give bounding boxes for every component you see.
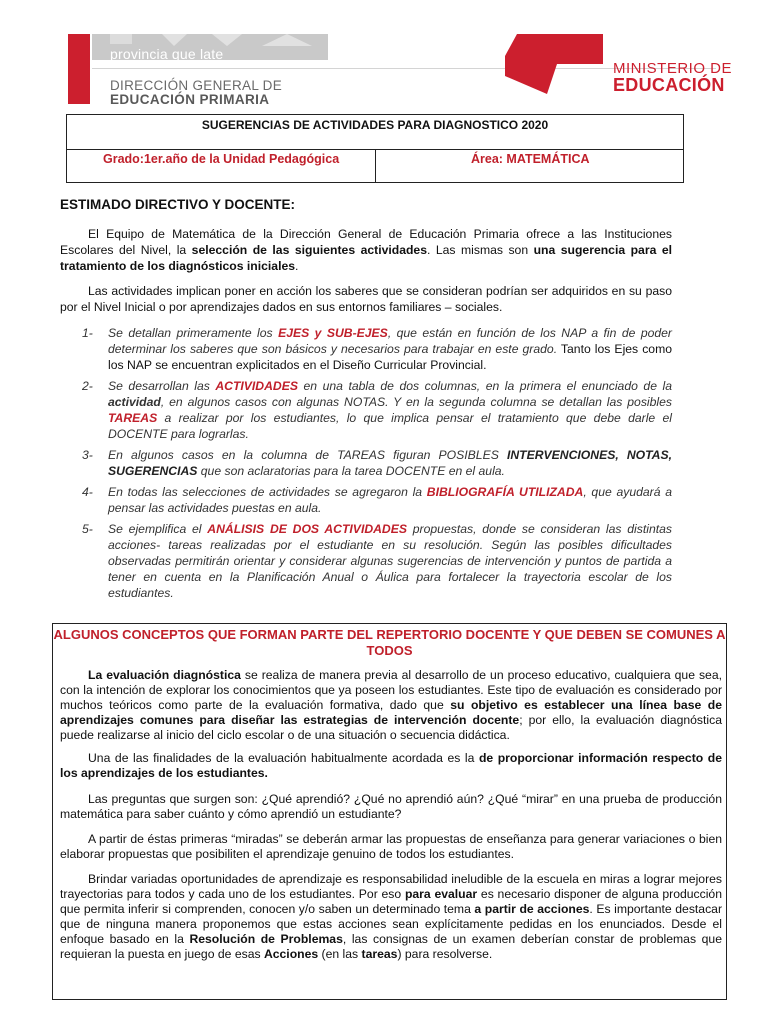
greeting-heading: ESTIMADO DIRECTIVO Y DOCENTE: — [60, 197, 296, 212]
concepts-text: Brindar variadas oportunidades de aprendizaje es responsabilidad ineludible de la escuela en miras a lograr mejores trayectorias para todos y cada uno de los estudiantes. Por eso — [60, 872, 722, 901]
step-number: 5- — [82, 522, 93, 536]
page-header — [0, 0, 768, 110]
step-number: 2- — [82, 379, 93, 393]
concepts-text: . Es importante destacar que de ninguna manera proponemos que estas acciones sean explícitamente pedidas en los enunciados. Desde el enfoque basado en la — [60, 902, 723, 946]
step-highlight: ANÁLISIS DE DOS ACTIVIDADES — [207, 522, 407, 536]
concepts-bold: La evaluación diagnóstica — [88, 668, 241, 682]
concepts-text: ; por ello, la evaluación diagnóstica puede realizarse al inicio del ciclo escolar o de una situación o secuencia didáctica. — [60, 713, 722, 742]
step-number: 1- — [82, 326, 93, 340]
intro-paragraph-1 — [60, 226, 672, 274]
intro-text: El Equipo de Matemática de la Dirección General de Educación Primaria ofrece a las Instituciones Escolares del Nivel, la — [60, 227, 672, 257]
step-text: a realizar por los estudiantes, lo que implica pensar el tratamiento que debe darle el DOCENTE para lograrlas. — [108, 411, 672, 441]
red-logo-bar — [68, 34, 90, 104]
step-item — [60, 378, 672, 442]
intro-paragraph-2 — [60, 283, 672, 315]
concepts-paragraph-2 — [60, 751, 722, 781]
concepts-paragraph-5 — [60, 872, 722, 962]
step-number: 3- — [82, 448, 93, 462]
concepts-text: , las consignas de un examen deberían constar de problemas que requieran la puesta en juego de esas — [60, 932, 722, 961]
concepts-bold: Resolución de Problemas — [189, 932, 343, 946]
direccion-title-line2: EDUCACIÓN PRIMARIA — [110, 92, 270, 107]
intro-bold: una sugerencia para el tratamiento de los diagnósticos iniciales — [60, 243, 672, 273]
area-cell: Área: MATEMÁTICA — [471, 152, 590, 166]
step-text: Se detallan primeramente los — [108, 326, 279, 340]
info-table-column-divider — [375, 149, 376, 183]
steps-list — [60, 325, 672, 601]
step-text: propuestas, donde se consideran las distintas acciones- tareas realizadas por el estudiante en su resolución. Según las posibles dificultades observadas permitirán orientar y considerar algunas sugerencias de intervención y puntos de partida a tener en cuenta en la Planificación Anual o Áulica para fortalecer la trayectoria escolar de los estudiantes. — [108, 522, 672, 600]
step-text: en una tabla de dos columnas, en la primera el enunciado de la — [297, 379, 672, 393]
concepts-bold: Acciones — [263, 947, 319, 961]
step-text: Se ejemplifica el — [108, 522, 208, 536]
info-table — [66, 114, 684, 183]
concepts-bold: tareas — [361, 947, 398, 961]
ministerio-title-line2: EDUCACIÓN — [613, 75, 725, 95]
intro-text: . — [295, 259, 299, 273]
step-text: En algunos casos en la columna de TAREAS figuran POSIBLES — [108, 448, 507, 462]
step-text: En todas las selecciones de actividades se agregaron la — [108, 485, 427, 499]
step-item — [60, 521, 672, 601]
concepts-text: Una de las finalidades de la evaluación habitualmente acordada es la — [88, 751, 479, 765]
concepts-bold: de proporcionar información respecto de los aprendizajes de los estudiantes. — [60, 751, 722, 780]
concepts-bold: su objetivo es establecer una línea base de aprendizajes comunes para diseñar las estrategias de intervención docente — [60, 698, 722, 727]
step-bold: INTERVENCIONES, NOTAS, SUGERENCIAS — [108, 448, 673, 478]
step-bold: actividad — [108, 395, 161, 409]
info-table-title: SUGERENCIAS DE ACTIVIDADES PARA DIAGNOSTICO 2020 — [201, 118, 549, 132]
concepts-text: (en las — [318, 947, 362, 961]
step-text: Se desarrollan las — [108, 379, 216, 393]
concepts-paragraph-3: Las preguntas que surgen son: ¿Qué aprendió? ¿Qué no aprendió aún? ¿Qué “mirar” en una prueba de producción matemática para saber cuánto y cómo aprendió un estudiante? — [60, 792, 722, 821]
intro-bold: selección de las siguientes actividades — [191, 243, 427, 257]
step-number: 4- — [82, 485, 93, 499]
concepts-bold: a partir de acciones — [474, 902, 590, 916]
step-item — [60, 325, 672, 373]
concepts-paragraph-4: A partir de éstas primeras “miradas” se deberán armar las propuestas de enseñanza para generar variaciones o bien elaborar propuestas que posibiliten el aprendizaje genuino de todos los estudiantes. — [60, 832, 722, 861]
step-text: , que ayudará a pensar las actividades puestas en aula. — [108, 485, 672, 515]
intro-text: Las actividades implican poner en acción los saberes que se consideran podrían ser adquiridos en su paso por el Nivel Inicial o por aprendizajes dados en sus entornos familiares – sociales. — [60, 284, 672, 314]
step-highlight: EJES y SUB-EJES — [278, 326, 388, 340]
ministerio-title-line1: MINISTERIO DE — [613, 60, 733, 77]
grade-cell: Grado:1er.año de la Unidad Pedagógica — [103, 152, 340, 166]
step-highlight: TAREAS — [108, 411, 158, 425]
province-logo-text: provincia que late — [110, 46, 224, 62]
step-text: Tanto los Ejes como los NAP se encuentran explicitados en el Diseño Curricular Provincial. — [108, 342, 673, 372]
step-highlight: ACTIVIDADES — [215, 379, 298, 393]
step-text: que son aclaratorias para la tarea DOCENTE en el aula. — [197, 464, 505, 478]
ministerio-logo-shape — [497, 34, 609, 104]
step-text: , que están en función de los NAP a fin de poder determinar los saberes que son básicos y necesarios para trabajar en este grado. — [108, 326, 672, 356]
step-item — [60, 447, 672, 479]
concepts-text: ) para resolverse. — [397, 947, 493, 961]
concepts-bold: para evaluar — [404, 887, 478, 901]
concepts-text: es necesario disponer de alguna producción que permita inferir si comprenden, conocen y/o saben un determinado tema — [60, 887, 722, 916]
concepts-box — [52, 623, 727, 1000]
step-highlight: BIBLIOGRAFÍA UTILIZADA — [426, 485, 584, 499]
concepts-text: se realiza de manera previa al desarrollo de un proceso educativo, cualquiera que sea, con la intención de explorar los conocimientos que ya poseen los estudiantes. Este tipo de evaluación es considerado por muchos teóricos como parte de la evaluación formativa, dado que — [60, 668, 722, 712]
concepts-title: ALGUNOS CONCEPTOS QUE FORMAN PARTE DEL REPERTORIO DOCENTE Y QUE DEBEN SE COMUNES A TODOS — [53, 627, 726, 658]
intro-text: . Las mismas son — [427, 243, 534, 257]
direccion-title-line1: DIRECCIÓN GENERAL DE — [110, 78, 283, 93]
step-item — [60, 484, 672, 516]
concepts-paragraph-1 — [60, 668, 722, 743]
step-text: , en algunos casos con algunas NOTAS. Y en la segunda columna se detallan las posibles — [160, 395, 672, 409]
